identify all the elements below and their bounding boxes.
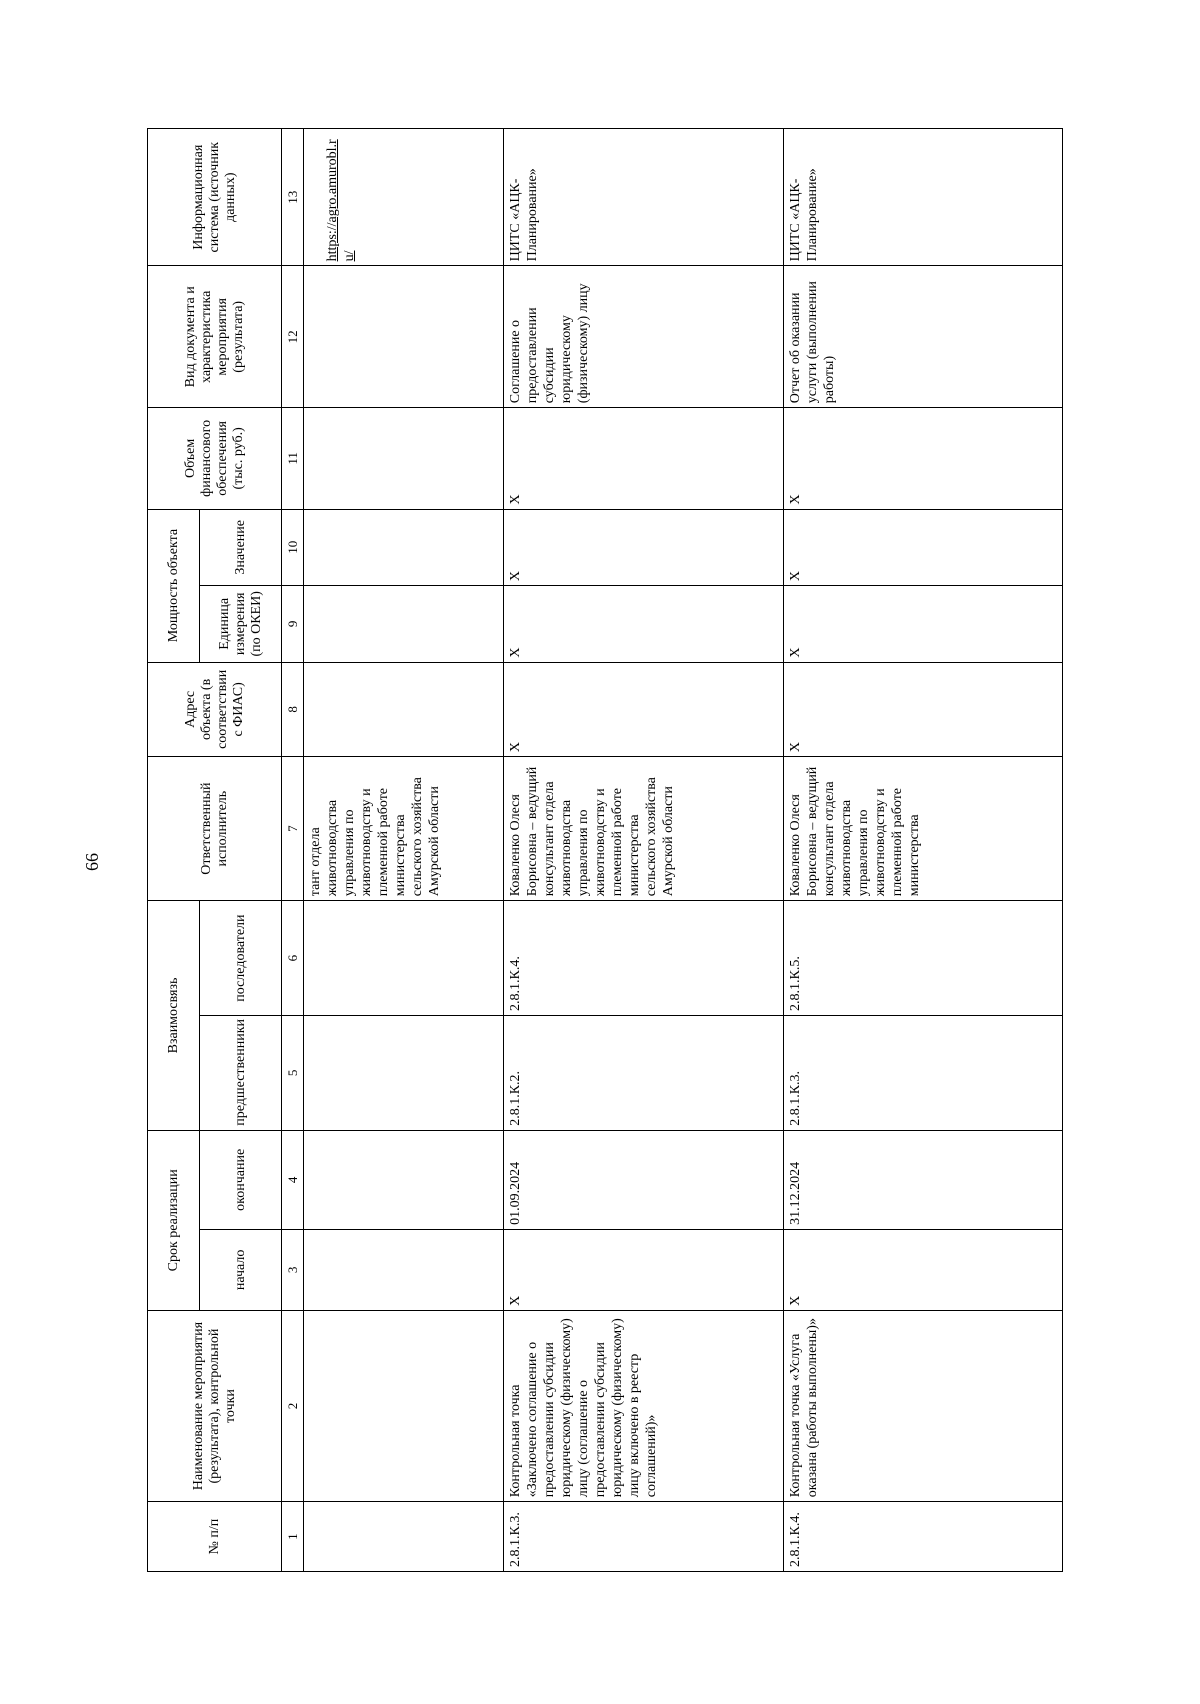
table-row: [784, 129, 1063, 1572]
header-system: Информационная система (источник данных): [148, 129, 282, 266]
col-number: 3: [282, 1229, 304, 1310]
cell-unit: [304, 586, 504, 663]
cell-doc: Отчет об оказании услуги (выполнении работы): [784, 266, 1063, 408]
col-number: 6: [282, 901, 304, 1016]
cell-executor: тант отдела животноводства управления по животноводству и племенной работе министерства сельского хозяйства Амурской области: [304, 757, 504, 901]
cell-end: 01.09.2024: [504, 1130, 784, 1229]
cell-name: Контрольная точка «Услуга оказана (работы выполнены)»: [784, 1310, 1063, 1501]
rotated-table-container: [147, 128, 1062, 1572]
header-name: Наименование мероприятия (результата), контрольной точки: [148, 1310, 282, 1501]
header-end: окончание: [200, 1130, 282, 1229]
cell-executor: Коваленко Олеся Борисовна – ведущий консультант отдела животноводства управления по животноводству и племенной работе министерства сельского хозяйства Амурской области: [504, 757, 784, 901]
header-capacity: Мощность объекта: [148, 509, 200, 662]
cell-unit: Х: [784, 586, 1063, 663]
cell-no: 2.8.1.К.4.: [784, 1502, 1063, 1572]
cell-no: [304, 1502, 504, 1572]
cell-pred: [304, 1016, 504, 1131]
header-executor: Ответственный исполнитель: [148, 757, 282, 901]
cell-address: [304, 662, 504, 757]
header-address: Адрес объекта (в соответствии с ФИАС): [148, 662, 282, 757]
header-finance: Объем финансового обеспечения (тыс. руб.): [148, 408, 282, 509]
cell-unit: Х: [504, 586, 784, 663]
header-successors: последователи: [200, 901, 282, 1016]
cell-address: Х: [784, 662, 1063, 757]
cell-name: Контрольная точка «Заключено соглашение о предоставлении субсидии юридическому (физическому) лицу (соглашение о предоставлении субсидии юридическому (физическому) лицу включено в реестр соглашений)»: [504, 1310, 784, 1501]
cell-value: Х: [784, 509, 1063, 586]
col-number: 10: [282, 509, 304, 586]
cell-finance: Х: [504, 408, 784, 509]
header-predecessors: предшественники: [200, 1016, 282, 1131]
cell-start: Х: [784, 1229, 1063, 1310]
page-number: 66: [82, 853, 102, 871]
col-number: 13: [282, 129, 304, 266]
table-row: [504, 129, 784, 1572]
cell-end: 31.12.2024: [784, 1130, 1063, 1229]
col-number: 5: [282, 1016, 304, 1131]
cell-no: 2.8.1.К.3.: [504, 1502, 784, 1572]
cell-finance: Х: [784, 408, 1063, 509]
col-number: 8: [282, 662, 304, 757]
col-number: 1: [282, 1502, 304, 1572]
header-value: Значение: [200, 509, 282, 586]
cell-succ: 2.8.1.К.5.: [784, 901, 1063, 1016]
cell-end: [304, 1130, 504, 1229]
header-doc: Вид документа и характеристика мероприятия (результата): [148, 266, 282, 408]
header-period: Срок реализации: [148, 1130, 200, 1310]
cell-value: [304, 509, 504, 586]
header-start: начало: [200, 1229, 282, 1310]
column-numbers-row: [282, 129, 304, 1572]
header-links: Взаимосвязь: [148, 901, 200, 1131]
cell-system: ЦИТС «АЦК-Планирование»: [784, 129, 1063, 266]
cell-value: Х: [504, 509, 784, 586]
col-number: 11: [282, 408, 304, 509]
col-number: 7: [282, 757, 304, 901]
cell-pred: 2.8.1.К.3.: [784, 1016, 1063, 1131]
cell-executor: Коваленко Олеся Борисовна – ведущий консультант отдела животноводства управления по животноводству и племенной работе министерства: [784, 757, 1063, 901]
cell-doc: Соглашение о предоставлении субсидии юридическому (физическому) лицу: [504, 266, 784, 408]
cell-system: ЦИТС «АЦК-Планирование»: [504, 129, 784, 266]
cell-name: [304, 1310, 504, 1501]
cell-start: [304, 1229, 504, 1310]
cell-system: [304, 129, 504, 266]
cell-doc: [304, 266, 504, 408]
cell-pred: 2.8.1.К.2.: [504, 1016, 784, 1131]
cell-succ: [304, 901, 504, 1016]
cell-succ: 2.8.1.К.4.: [504, 901, 784, 1016]
source-link[interactable]: https://agro.amurobl.ru/: [325, 139, 357, 262]
header-no: № п/п: [148, 1502, 282, 1572]
plan-table: [147, 128, 1063, 1572]
cell-finance: [304, 408, 504, 509]
col-number: 12: [282, 266, 304, 408]
cell-address: Х: [504, 662, 784, 757]
col-number: 4: [282, 1130, 304, 1229]
cell-start: Х: [504, 1229, 784, 1310]
col-number: 2: [282, 1310, 304, 1501]
table-row: [304, 129, 504, 1572]
col-number: 9: [282, 586, 304, 663]
header-unit: Единица измерения (по ОКЕИ): [200, 586, 282, 663]
